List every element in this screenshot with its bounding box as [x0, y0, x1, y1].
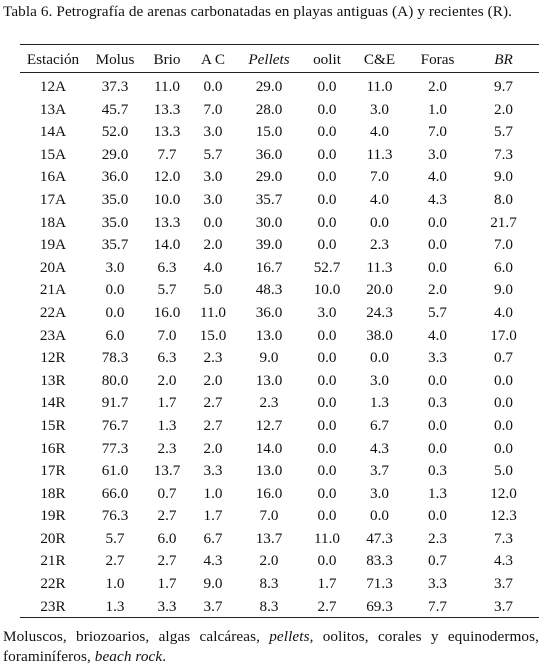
station-cell: 18A	[39, 213, 67, 231]
station-cell: 15R	[40, 416, 66, 434]
value-cell: 7.3	[494, 145, 513, 163]
value-cell: 13.3	[153, 123, 181, 141]
value-cell: 3.0	[203, 123, 223, 141]
value-cell: 2.3	[259, 394, 279, 412]
value-cell: 0.0	[317, 100, 337, 118]
value-cell: 3.0	[203, 190, 223, 208]
value-cell: 8.3	[259, 597, 279, 615]
value-cell: 29.0	[255, 168, 283, 186]
value-cell: 1.3	[428, 484, 447, 502]
value-cell: 0.0	[317, 349, 337, 367]
station-cell: 18R	[40, 484, 66, 502]
value-cell: 6.7	[370, 416, 389, 434]
station-cell: 22A	[39, 303, 67, 321]
value-cell: 48.3	[255, 281, 283, 299]
value-cell: 1.7	[157, 394, 177, 412]
table-row	[20, 528, 539, 551]
value-cell: 7.0	[494, 236, 513, 254]
value-cell: 91.7	[101, 394, 129, 412]
value-cell: 37.3	[101, 78, 129, 95]
value-cell: 5.7	[203, 145, 223, 163]
table-row	[20, 234, 539, 257]
value-cell: 13.0	[255, 462, 283, 480]
value-cell: 16.0	[255, 484, 283, 502]
table-row	[20, 505, 539, 528]
column-header: Pellets	[248, 51, 290, 68]
value-cell: 1.0	[203, 484, 223, 502]
table-row	[20, 460, 539, 483]
value-cell: 0.0	[494, 416, 513, 434]
value-cell: 11.0	[313, 529, 340, 547]
value-cell: 6.7	[203, 529, 223, 547]
value-cell: 3.3	[203, 462, 223, 480]
value-cell: 3.0	[428, 145, 447, 163]
value-cell: 0.0	[428, 371, 447, 389]
value-cell: 0.0	[317, 213, 337, 231]
value-cell: 2.7	[203, 394, 223, 412]
value-cell: 9.0	[203, 575, 223, 593]
value-cell: 2.3	[370, 236, 389, 254]
value-cell: 1.3	[157, 416, 177, 434]
station-cell: 19R	[40, 507, 66, 525]
value-cell: 24.3	[366, 303, 393, 321]
value-cell: 13.7	[255, 529, 283, 547]
station-cell: 20A	[39, 258, 67, 276]
value-cell: 13.3	[153, 213, 181, 231]
value-cell: 1.3	[105, 597, 125, 615]
footnote-text-2: , oolitos, corales y equinodermos, foraminíferos,	[3, 628, 539, 665]
value-cell: 7.0	[259, 507, 279, 525]
column-header: BR	[494, 51, 513, 68]
table-row	[20, 392, 539, 415]
value-cell: 3.7	[203, 597, 223, 615]
value-cell: 4.0	[370, 190, 389, 208]
table-row	[20, 370, 539, 393]
value-cell: 6.0	[105, 326, 125, 344]
value-cell: 2.0	[203, 236, 223, 254]
value-cell: 0.0	[203, 78, 223, 95]
value-cell: 2.7	[157, 552, 177, 570]
table-row	[20, 279, 539, 302]
value-cell: 3.0	[317, 303, 337, 321]
value-cell: 13.7	[153, 462, 181, 480]
value-cell: 28.0	[255, 100, 283, 118]
value-cell: 0.0	[105, 303, 125, 321]
value-cell: 2.7	[203, 416, 223, 434]
value-cell: 6.3	[157, 349, 177, 367]
footnote-text-beach-rock: beach rock	[94, 648, 163, 665]
value-cell: 35.7	[101, 236, 129, 254]
value-cell: 2.7	[105, 552, 125, 570]
value-cell: 36.0	[255, 145, 283, 163]
value-cell: 3.0	[203, 168, 223, 186]
value-cell: 14.0	[255, 439, 283, 457]
value-cell: 7.7	[157, 145, 177, 163]
value-cell: 4.0	[428, 326, 447, 344]
table-row	[20, 573, 539, 596]
value-cell: 6.0	[494, 258, 513, 276]
value-cell: 0.0	[317, 484, 337, 502]
value-cell: 0.3	[428, 394, 447, 412]
value-cell: 2.0	[259, 552, 279, 570]
value-cell: 4.3	[370, 439, 389, 457]
value-cell: 61.0	[101, 462, 129, 480]
value-cell: 2.0	[203, 371, 223, 389]
value-cell: 13.3	[153, 100, 181, 118]
value-cell: 45.7	[101, 100, 129, 118]
value-cell: 3.0	[370, 484, 389, 502]
value-cell: 76.7	[101, 416, 129, 434]
value-cell: 2.3	[203, 349, 223, 367]
table-footnote	[3, 627, 539, 667]
value-cell: 21.7	[490, 213, 517, 231]
value-cell: 0.0	[317, 78, 337, 95]
value-cell: 0.0	[317, 190, 337, 208]
value-cell: 29.0	[255, 78, 283, 95]
station-cell: 15A	[39, 145, 67, 163]
value-cell: 77.3	[101, 439, 129, 457]
table-row	[20, 347, 539, 370]
value-cell: 14.0	[153, 236, 181, 254]
value-cell: 66.0	[101, 484, 129, 502]
value-cell: 2.0	[428, 78, 447, 95]
value-cell: 3.0	[105, 258, 125, 276]
value-cell: 2.3	[157, 439, 177, 457]
table-row	[20, 596, 539, 619]
column-header: Foras	[420, 51, 455, 68]
value-cell: 3.0	[370, 371, 389, 389]
column-header: A C	[200, 51, 226, 68]
value-cell: 1.0	[105, 575, 125, 593]
value-cell: 9.0	[259, 349, 279, 367]
value-cell: 13.0	[255, 371, 283, 389]
value-cell: 78.3	[101, 349, 129, 367]
value-cell: 3.3	[428, 575, 447, 593]
column-header: Molus	[95, 51, 135, 68]
station-cell: 14A	[39, 123, 67, 141]
table-row	[20, 72, 539, 99]
value-cell: 0.0	[428, 439, 447, 457]
value-cell: 2.0	[157, 371, 177, 389]
value-cell: 6.0	[157, 529, 177, 547]
table-row	[20, 144, 539, 167]
value-cell: 7.0	[203, 100, 223, 118]
value-cell: 15.0	[199, 326, 227, 344]
value-cell: 4.3	[428, 190, 447, 208]
value-cell: 16.0	[153, 303, 181, 321]
value-cell: 9.0	[494, 168, 513, 186]
value-cell: 80.0	[101, 371, 129, 389]
footnote-text-pellets: pellets	[269, 628, 310, 645]
value-cell: 0.3	[428, 462, 447, 480]
value-cell: 4.0	[370, 123, 389, 141]
table-row	[20, 415, 539, 438]
table-row	[20, 189, 539, 212]
column-header: C&E	[363, 51, 396, 68]
value-cell: 9.0	[494, 281, 513, 299]
value-cell: 5.7	[494, 123, 513, 141]
value-cell: 7.0	[428, 123, 447, 141]
value-cell: 0.0	[317, 462, 337, 480]
station-cell: 17R	[40, 462, 66, 480]
value-cell: 2.7	[157, 507, 177, 525]
value-cell: 5.7	[105, 529, 125, 547]
table-row	[20, 550, 539, 573]
value-cell: 0.7	[494, 349, 513, 367]
value-cell: 76.3	[101, 507, 129, 525]
value-cell: 12.3	[490, 507, 517, 525]
value-cell: 0.0	[317, 326, 337, 344]
value-cell: 0.0	[428, 507, 447, 525]
value-cell: 4.3	[494, 552, 513, 570]
value-cell: 0.0	[317, 416, 337, 434]
value-cell: 36.0	[101, 168, 129, 186]
value-cell: 1.0	[428, 100, 447, 118]
value-cell: 6.3	[157, 258, 177, 276]
value-cell: 47.3	[366, 529, 393, 547]
value-cell: 1.7	[317, 575, 337, 593]
value-cell: 12.0	[153, 168, 181, 186]
value-cell: 0.7	[157, 484, 177, 502]
value-cell: 4.0	[428, 168, 447, 186]
station-cell: 13A	[39, 100, 67, 118]
value-cell: 7.3	[494, 529, 513, 547]
column-header: Brio	[153, 51, 181, 68]
value-cell: 35.0	[101, 213, 129, 231]
value-cell: 0.0	[494, 394, 513, 412]
footnote-text-3: .	[162, 648, 167, 665]
value-cell: 0.0	[494, 439, 513, 457]
value-cell: 35.0	[101, 190, 129, 208]
value-cell: 0.7	[428, 552, 447, 570]
value-cell: 0.0	[317, 439, 337, 457]
value-cell: 0.0	[317, 552, 337, 570]
value-cell: 0.0	[317, 507, 337, 525]
value-cell: 52.7	[313, 258, 341, 276]
table-body	[20, 72, 539, 618]
column-header: Estación	[26, 51, 80, 68]
value-cell: 13.0	[255, 326, 283, 344]
value-cell: 52.0	[101, 123, 129, 141]
value-cell: 3.7	[494, 575, 513, 593]
value-cell: 20.0	[366, 281, 393, 299]
value-cell: 10.0	[153, 190, 181, 208]
value-cell: 4.0	[203, 258, 223, 276]
value-cell: 3.7	[370, 462, 389, 480]
value-cell: 0.0	[317, 371, 337, 389]
station-cell: 21R	[40, 552, 66, 570]
station-cell: 14R	[40, 394, 66, 412]
value-cell: 2.3	[428, 529, 447, 547]
value-cell: 11.3	[366, 258, 393, 276]
value-cell: 35.7	[255, 190, 283, 208]
value-cell: 71.3	[366, 575, 393, 593]
value-cell: 1.3	[370, 394, 389, 412]
value-cell: 11.3	[366, 145, 393, 163]
value-cell: 3.7	[494, 597, 513, 615]
table-row	[20, 325, 539, 348]
value-cell: 1.7	[157, 575, 177, 593]
column-header: oolit	[313, 51, 341, 68]
table-row	[20, 257, 539, 280]
value-cell: 5.0	[203, 281, 223, 299]
value-cell: 4.0	[494, 303, 513, 321]
value-cell: 0.0	[428, 236, 447, 254]
table-caption: Tabla 6. Petrografía de arenas carbonatadas en playas antiguas (A) y recientes (R).	[3, 3, 513, 20]
value-cell: 3.3	[428, 349, 447, 367]
value-cell: 17.0	[490, 326, 517, 344]
value-cell: 8.0	[494, 190, 513, 208]
value-cell: 5.0	[494, 462, 513, 480]
station-cell: 12R	[40, 349, 66, 367]
value-cell: 69.3	[366, 597, 393, 615]
value-cell: 39.0	[255, 236, 283, 254]
table-header-row	[20, 48, 539, 72]
value-cell: 83.3	[366, 552, 393, 570]
value-cell: 0.0	[370, 349, 389, 367]
value-cell: 5.7	[157, 281, 177, 299]
value-cell: 0.0	[317, 236, 337, 254]
station-cell: 19A	[39, 236, 67, 254]
value-cell: 11.0	[366, 78, 393, 95]
value-cell: 15.0	[255, 123, 283, 141]
station-cell: 21A	[39, 281, 67, 299]
station-cell: 12A	[39, 78, 67, 95]
value-cell: 0.0	[317, 168, 337, 186]
value-cell: 5.7	[428, 303, 447, 321]
value-cell: 7.0	[157, 326, 177, 344]
value-cell: 9.7	[494, 78, 513, 95]
table-row	[20, 121, 539, 144]
value-cell: 16.7	[255, 258, 283, 276]
station-cell: 16R	[40, 439, 66, 457]
value-cell: 8.3	[259, 575, 279, 593]
table-row	[20, 438, 539, 461]
petrography-table	[20, 48, 539, 618]
value-cell: 0.0	[203, 213, 223, 231]
value-cell: 0.0	[105, 281, 125, 299]
value-cell: 0.0	[494, 371, 513, 389]
value-cell: 0.0	[317, 145, 337, 163]
station-cell: 23A	[39, 326, 67, 344]
value-cell: 4.3	[203, 552, 223, 570]
station-cell: 16A	[39, 168, 67, 186]
value-cell: 2.7	[317, 597, 337, 615]
value-cell: 38.0	[366, 326, 393, 344]
table-row	[20, 99, 539, 122]
value-cell: 11.0	[199, 303, 226, 321]
table-row	[20, 483, 539, 506]
value-cell: 2.0	[494, 100, 513, 118]
value-cell: 30.0	[255, 213, 283, 231]
value-cell: 0.0	[428, 258, 447, 276]
station-cell: 22R	[40, 575, 66, 593]
station-cell: 20R	[40, 529, 66, 547]
value-cell: 2.0	[428, 281, 447, 299]
value-cell: 0.0	[317, 123, 337, 141]
value-cell: 3.0	[370, 100, 389, 118]
value-cell: 2.0	[203, 439, 223, 457]
footnote-text-1: Moluscos, briozoarios, algas calcáreas,	[3, 628, 270, 645]
table-bottom-rule	[20, 617, 539, 618]
station-cell: 23R	[40, 597, 66, 615]
value-cell: 12.0	[490, 484, 517, 502]
value-cell: 0.0	[370, 507, 389, 525]
value-cell: 0.0	[317, 394, 337, 412]
table-row	[20, 212, 539, 235]
station-cell: 17A	[39, 190, 67, 208]
value-cell: 0.0	[428, 416, 447, 434]
table-row	[20, 302, 539, 325]
station-cell: 13R	[40, 371, 66, 389]
value-cell: 0.0	[370, 213, 389, 231]
value-cell: 3.3	[157, 597, 177, 615]
value-cell: 12.7	[255, 416, 283, 434]
value-cell: 29.0	[101, 145, 129, 163]
table-top-rule	[20, 44, 539, 45]
table-row	[20, 166, 539, 189]
value-cell: 0.0	[428, 213, 447, 231]
value-cell: 7.7	[428, 597, 447, 615]
value-cell: 1.7	[203, 507, 223, 525]
value-cell: 36.0	[255, 303, 283, 321]
value-cell: 10.0	[313, 281, 341, 299]
value-cell: 11.0	[153, 78, 180, 95]
value-cell: 7.0	[370, 168, 389, 186]
